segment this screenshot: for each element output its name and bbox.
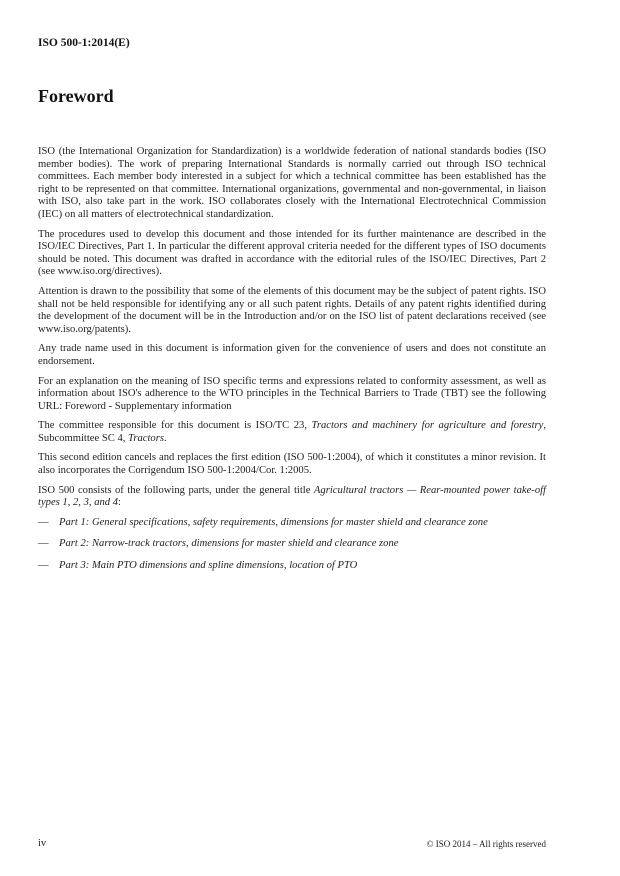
paragraph-conformity <box>38 376 546 414</box>
paragraph-edition: This second edition cancels and replaces the first edition (ISO 500-1:2004), of which it constitutes a minor revision. It also incorporates the Corrigendum ISO 500-1:2004/Cor. 1:2005. <box>38 452 546 477</box>
page-title: Foreword <box>38 86 114 106</box>
dash-bullet: — <box>38 538 49 550</box>
paragraph-procedures: The procedures used to develop this document and those intended for its further maintenance are described in the ISO/IEC Directives, Part 1. In particular the different approval criteria needed for the different types of ISO documents should be noted. This document was drafted in accordance with the editorial rules of the ISO/IEC Directives, Part 2 (see www.iso.org/directives). <box>38 228 546 278</box>
foreword-body <box>38 146 546 582</box>
committee-text: The committee responsible for this document is ISO/TC 23, <box>38 420 312 432</box>
supplementary-info-link[interactable]: Foreword - Supplementary information <box>64 400 232 412</box>
subcommittee-name: Tractors <box>128 432 164 444</box>
page-number: iv <box>38 838 47 849</box>
list-item <box>38 538 546 551</box>
part-title: Part 2: Narrow-track tractors, dimensions for master shield and clearance zone <box>59 538 399 550</box>
committee-text: . <box>163 432 167 444</box>
parts-intro-text: ISO 500 consists of the following parts, under the general title <box>38 484 314 496</box>
dash-bullet: — <box>38 560 49 572</box>
committee-text: , Subcommittee SC 4, <box>38 420 546 444</box>
part-title: Part 3: Main PTO dimensions and spline dimensions, location of PTO <box>59 560 358 572</box>
paragraph-patents: Attention is drawn to the possibility that some of the elements of this document may be the subject of patent rights. ISO shall not be held responsible for identifying any or all such patent rights. Details of any patent rights identified during the development of the document will be in the Introduction and/or on the ISO list of patent declarations received (see www.iso.org/patents). <box>38 285 546 335</box>
paragraph-committee <box>38 420 546 445</box>
paragraph-iso-intro: ISO (the International Organization for Standardization) is a worldwide federation of national standards bodies (ISO member bodies). The work of preparing International Standards is normally carried out through ISO technical committees. Each member body interested in a subject for which a technical committee has been established has the right to be represented on that committee. International organizations, governmental and non-governmental, in liaison with ISO, also take part in the work. ISO collaborates closely with the International Electrotechnical Commission (IEC) on all matters of electrotechnical standardization. <box>38 146 546 220</box>
general-title: Agricultural tractors — Rear-mounted power take-off types 1, 2, 3, and 4 <box>38 484 546 509</box>
list-item <box>38 517 546 530</box>
part-title: Part 1: General specifications, safety requirements, dimensions for master shield and clearance zone <box>59 516 488 528</box>
paragraph-parts-intro <box>38 485 546 510</box>
paragraph-trade-name: Any trade name used in this document is information given for the convenience of users and does not constitute an endorsement. <box>38 343 546 367</box>
list-item <box>38 560 546 573</box>
dash-bullet: — <box>38 516 49 528</box>
copyright-notice: © ISO 2014 – All rights reserved <box>426 839 546 849</box>
committee-name: Tractors and machinery for agriculture and forestry <box>311 420 544 432</box>
document-id-header: ISO 500-1:2014(E) <box>38 37 130 49</box>
conformity-text: For an explanation on the meaning of ISO specific terms and expressions related to conformity assessment, as well as information about ISO's adherence to the WTO principles in the Technical Barriers to Trade (TBT) see the following URL: <box>38 375 546 412</box>
parts-intro-text: : <box>118 497 121 509</box>
